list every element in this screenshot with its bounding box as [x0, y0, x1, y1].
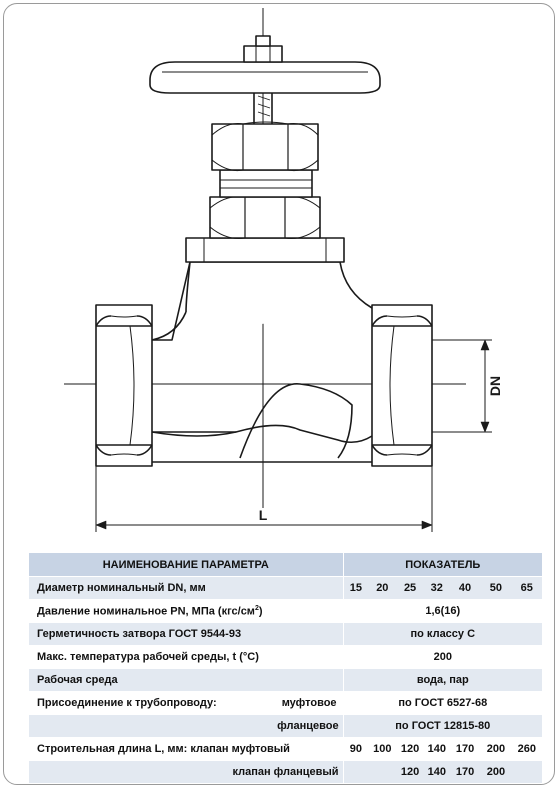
table-cell: 90 [343, 738, 368, 761]
row-label-pn-text: Давление номинальное PN, МПа (кгс/см [37, 605, 255, 618]
handwheel [150, 62, 380, 93]
table-cell: по ГОСТ 12815-80 [343, 715, 542, 738]
lower-hex-nut [210, 195, 320, 239]
header-parameter: НАИМЕНОВАНИЕ ПАРАМЕТРА [29, 553, 343, 577]
table-cell: 140 [424, 738, 450, 761]
table-cell: 200 [480, 761, 511, 784]
table-row [29, 646, 542, 669]
row-label-pn [29, 600, 343, 623]
table-cell: 140 [424, 761, 450, 784]
row-label-connection [29, 692, 343, 715]
connection-coupling-label: муфтовое [281, 697, 337, 709]
table-row [29, 669, 542, 692]
table-cell: 15 [343, 577, 368, 600]
table-cell: по ГОСТ 6527-68 [343, 692, 542, 715]
row-label-temperature: Макс. температура рабочей среды, t (°С) [29, 646, 343, 669]
table-cell: 200 [480, 738, 511, 761]
table-row [29, 692, 542, 715]
table-cell: 200 [343, 646, 542, 669]
row-label-tightness: Герметичность затвора ГОСТ 9544-93 [29, 623, 343, 646]
connection-label: Присоединение к трубопроводу: [37, 697, 217, 709]
table-cell: вода, пар [343, 669, 542, 692]
table-cell [512, 761, 542, 784]
table-cell: по классу С [343, 623, 542, 646]
table-cell: 100 [368, 738, 396, 761]
dn-label: DN [487, 375, 503, 397]
row-label-pn-sup: 2 [254, 604, 259, 612]
table-row [29, 577, 542, 600]
upper-hex-nut [212, 122, 318, 171]
table-header-row [29, 553, 542, 577]
spec-table [29, 553, 542, 784]
table-row [29, 761, 542, 784]
table-row [29, 623, 542, 646]
connection-flange-label: фланцевое [29, 715, 343, 738]
table-cell: 65 [512, 577, 542, 600]
top-nut [244, 36, 282, 62]
row-label-length: Строительная длина L, мм: клапан муфтовый [29, 738, 343, 761]
table-cell: 25 [396, 577, 423, 600]
valve-body [152, 262, 372, 462]
table-cell: 32 [424, 577, 450, 600]
right-hex-end [372, 305, 432, 466]
header-value: ПОКАЗАТЕЛЬ [343, 553, 542, 577]
table-cell [368, 761, 396, 784]
row-label-medium: Рабочая среда [29, 669, 343, 692]
packing-gland [220, 170, 312, 197]
row-label-dn: Диаметр номинальный DN, мм [29, 577, 343, 600]
table-row [29, 600, 542, 623]
dn-dimension [432, 340, 492, 432]
table-cell: 50 [480, 577, 511, 600]
table-cell: 260 [512, 738, 542, 761]
row-label-pn-end: ) [258, 605, 263, 618]
table-cell: 40 [450, 577, 480, 600]
table-row [29, 738, 542, 761]
table-row [29, 715, 542, 738]
table-cell: 20 [368, 577, 396, 600]
table-cell: 120 [396, 761, 423, 784]
table-cell [343, 761, 368, 784]
table-cell: 170 [450, 761, 480, 784]
table-cell: 170 [450, 738, 480, 761]
l-label: L [258, 507, 268, 523]
left-hex-end [96, 305, 152, 466]
table-cell: 120 [396, 738, 423, 761]
table-cell: 1,6(16) [343, 600, 542, 623]
bonnet-flange [186, 238, 344, 262]
length-flange-label: клапан фланцевый [29, 761, 343, 784]
